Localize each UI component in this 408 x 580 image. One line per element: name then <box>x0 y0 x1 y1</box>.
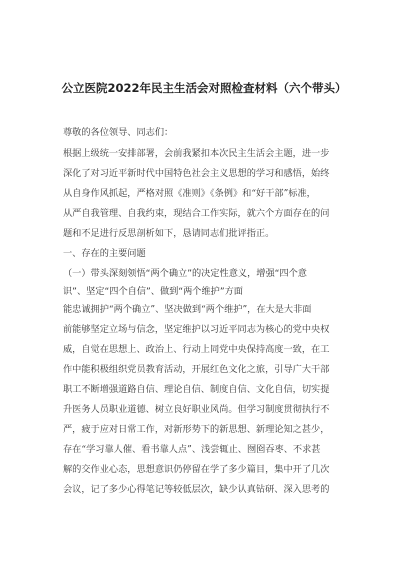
body-line: 前能够坚定立场与信念，坚定维护以习近平同志为核心的党中央权 <box>63 324 330 335</box>
body-line: 威，自觉在思想上、政治上、行动上同党中央保持高度一致，在工 <box>63 344 330 355</box>
body-line: 解的交作业心态，思想意识仍停留在学了多少篇目，集中开了几次 <box>63 464 330 475</box>
body-line: 作中能积极组织党员教育活动，开展红色文化之旅，引导广大干部 <box>63 364 330 375</box>
intro-line: 根据上级统一安排部署，会前我紧扣本次民主生活会主题，进一步 <box>63 148 330 159</box>
intro-line: 从严自我管理、自我约束，现结合工作实际，就六个方面存在的问 <box>63 208 330 219</box>
body-line: 职工不断增强道路自信、理论自信、制度自信、文化自信，切实提 <box>63 384 330 395</box>
intro-line: 深化了对习近平新时代中国特色社会主义思想的学习和感悟，始终 <box>63 168 330 179</box>
intro-line: 题和不足进行反思剖析如下，恳请同志们批评指正。 <box>63 228 275 239</box>
intro-line: 从自身作风抓起，严格对照《准则》《条例》和“好干部”标准， <box>63 188 316 199</box>
body-line: 存在“学习靠人催、看书靠人点”、浅尝辄止、囫囵吞枣、不求甚 <box>63 444 321 455</box>
body-line: 升医务人员职业道德、树立良好职业风尚。但学习制度贯彻执行不 <box>63 404 330 415</box>
body-line: 能忠诚拥护“两个确立”、坚决做到“两个维护”，在大是大非面 <box>63 304 312 315</box>
salutation: 尊敬的各位领导、同志们： <box>63 127 174 138</box>
document-title: 公立医院2022年民主生活会对照检查材料（六个带头） <box>61 81 347 95</box>
subsection-heading-line: （一）带头深刻领悟“两个确立”的决定性意义，增强“四个意 <box>63 268 307 279</box>
subsection-heading-line: 识”、坚定“四个自信”、做到“两个维护”方面 <box>63 286 243 297</box>
body-line: 会议，记了多少心得笔记等较低层次，缺少认真钻研、深入思考的 <box>63 484 330 495</box>
body-line: 严，疲于应对日常工作，对新形势下的新思想、新理论知之甚少， <box>63 424 330 435</box>
section-heading: 一、存在的主要问题 <box>63 248 146 259</box>
